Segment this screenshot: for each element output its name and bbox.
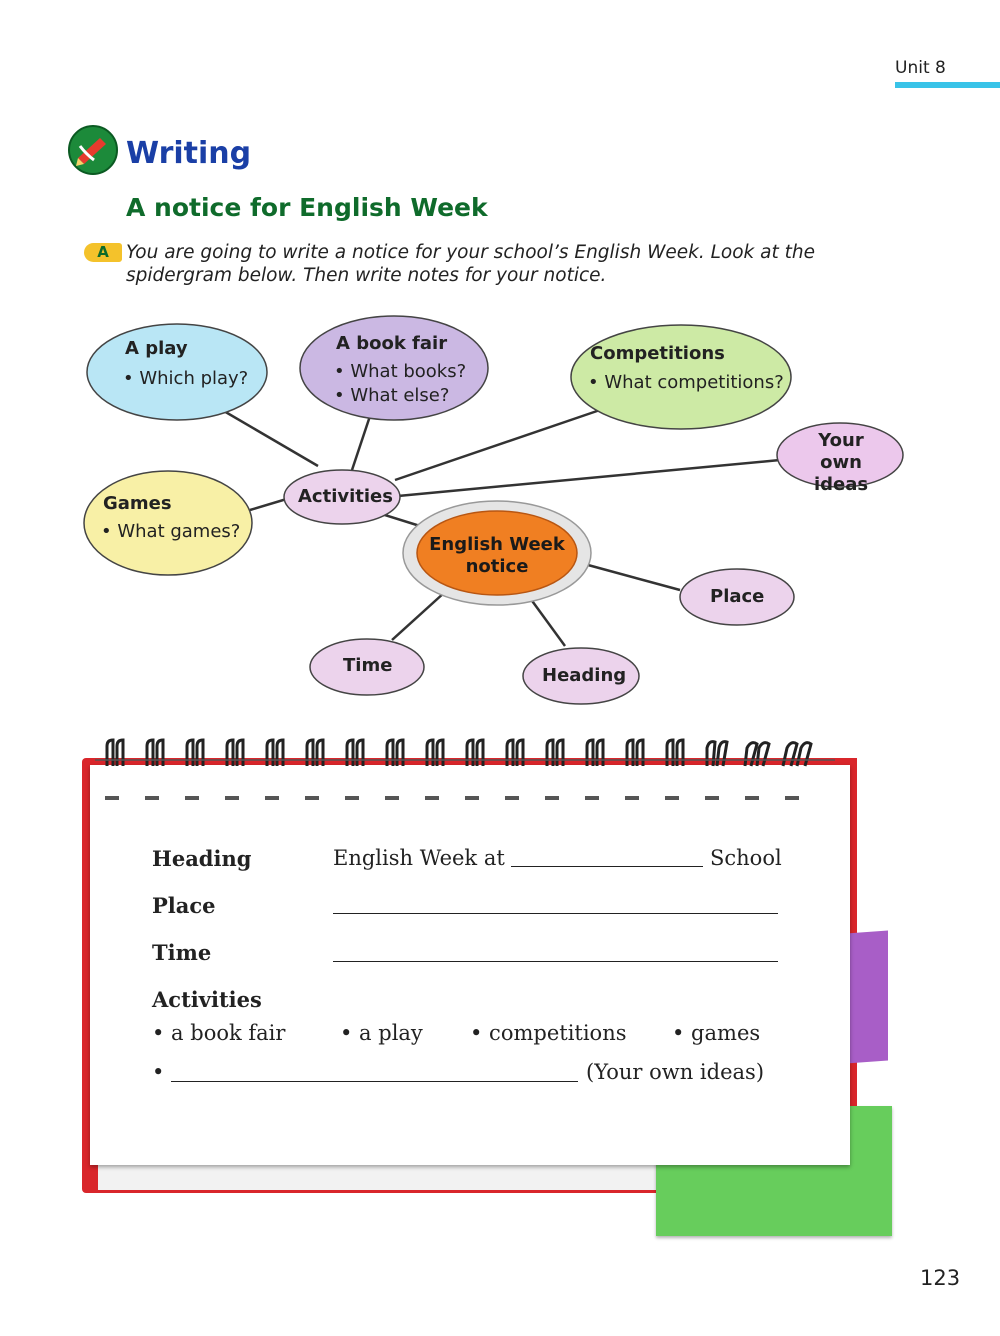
- unit-bar: [895, 82, 1000, 88]
- place-blank[interactable]: [333, 913, 778, 914]
- form-time-label: Time: [152, 940, 212, 965]
- ownideas-label: Your own ideas: [813, 430, 869, 495]
- purple-tab: [846, 931, 888, 1064]
- form-heading-suffix: School: [710, 846, 782, 870]
- place-label: Place: [710, 586, 765, 607]
- section-subtitle: A notice for English Week: [126, 193, 488, 222]
- page-number: 123: [920, 1266, 961, 1290]
- play-question: • Which play?: [123, 368, 249, 389]
- bookfair-question-1: • What books?: [334, 361, 467, 382]
- connector-bookfair: [352, 416, 370, 470]
- section-title: Writing: [126, 136, 252, 171]
- activities-label: Activities: [298, 486, 393, 507]
- activity-item-games: • games: [672, 1021, 761, 1045]
- connector-time: [392, 592, 445, 640]
- form-place-label: Place: [152, 893, 216, 918]
- instruction-text: You are going to write a notice for your school’s English Week. Look at the spidergram below. Then write notes for your notice.: [126, 242, 815, 286]
- heading-blank[interactable]: [511, 866, 703, 867]
- play-title: A play: [125, 338, 188, 359]
- form-activities-label: Activities: [152, 987, 262, 1012]
- activity-item-play: • a play: [340, 1021, 423, 1045]
- form-heading-prefix: English Week at: [333, 846, 505, 870]
- games-question: • What games?: [101, 521, 241, 542]
- connector-ownideas: [398, 460, 780, 496]
- spiral-binding: [95, 738, 845, 808]
- time-label: Time: [343, 655, 393, 676]
- activity-item-bookfair: • a book fair: [152, 1021, 286, 1045]
- activity-item-competitions: • competitions: [470, 1021, 627, 1045]
- unit-label: Unit 8: [895, 58, 946, 78]
- bookfair-question-2: • What else?: [334, 385, 450, 406]
- task-badge: A: [84, 243, 122, 262]
- connector-place: [588, 565, 680, 590]
- heading-label: Heading: [542, 665, 627, 686]
- connector-heading: [530, 598, 565, 646]
- competitions-question: • What competitions?: [588, 372, 784, 393]
- activity-own-bullet: •: [152, 1060, 165, 1084]
- bookfair-title: A book fair: [336, 333, 448, 354]
- own-ideas-note: (Your own ideas): [586, 1060, 765, 1084]
- games-title: Games: [103, 493, 172, 514]
- notebook-paper: [90, 765, 850, 1165]
- form-heading-label: Heading: [152, 846, 252, 871]
- competitions-title: Competitions: [590, 343, 725, 364]
- connector-competitions: [395, 410, 600, 480]
- writing-icon: [66, 124, 122, 176]
- time-blank[interactable]: [333, 961, 778, 962]
- own-ideas-blank[interactable]: [171, 1081, 578, 1082]
- center-label: English Week notice: [429, 534, 565, 577]
- unit-indicator: [895, 58, 1000, 88]
